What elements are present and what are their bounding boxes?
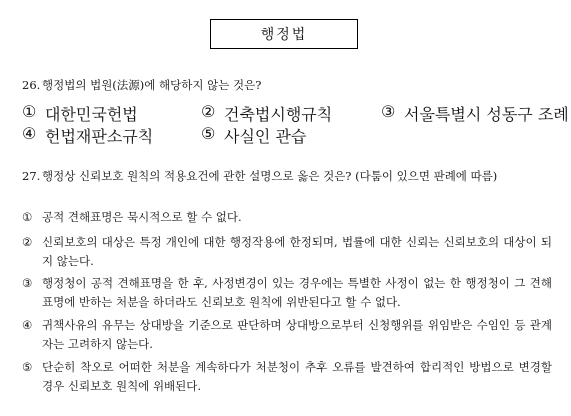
option-27-3[interactable] <box>22 274 552 312</box>
option-27-1[interactable] <box>22 208 552 227</box>
option-text: 공적 견해표명은 묵시적으로 할 수 없다. <box>42 210 242 224</box>
question-27 <box>22 168 552 185</box>
option-text: 건축법시행규칙 <box>224 105 333 124</box>
option-27-2[interactable] <box>22 233 552 271</box>
option-mark: ⑤ <box>22 360 33 374</box>
option-text: 귀책사유의 유무는 상대방을 기준으로 판단하며 상대방으로부터 신청행위를 위임받은 수임인 등 관계자는 고려하지 않는다. <box>42 318 552 351</box>
option-26-3[interactable] <box>381 102 569 125</box>
question-text: 행정상 신뢰보호 원칙의 적용요건에 관한 설명으로 옳은 것은? (다툼이 있으면 판례에 따름) <box>42 169 498 183</box>
question-text: 행정법의 법원(法源)에 해당하지 않는 것은? <box>42 78 262 92</box>
option-text: 헌법재판소규칙 <box>45 127 154 146</box>
option-26-2[interactable] <box>201 102 332 125</box>
option-mark: ③ <box>22 276 33 290</box>
section-title: 행정법 <box>210 19 358 49</box>
question-number: 27. <box>22 169 41 183</box>
option-26-4[interactable] <box>22 124 153 147</box>
option-mark: ① <box>22 102 37 121</box>
option-mark: ③ <box>381 102 396 121</box>
option-text: 사실인 관습 <box>224 127 307 146</box>
option-text: 서울특별시 성동구 조례 <box>404 105 569 124</box>
question-26 <box>22 77 552 94</box>
option-text: 행정청이 공적 견해표명을 한 후, 사정변경이 있는 경우에는 특별한 사정이 없는 한 행정청이 그 견해표명에 반하는 처분을 하더라도 신뢰보호 원칙에 위반된다고 할 수 없다. <box>42 276 552 309</box>
question-number: 26. <box>22 78 41 92</box>
option-text: 대한민국헌법 <box>45 105 138 124</box>
option-mark: ⑤ <box>201 124 216 143</box>
option-26-5[interactable] <box>201 124 306 147</box>
option-mark: ④ <box>22 124 37 143</box>
option-26-1[interactable] <box>22 102 138 125</box>
option-text: 신뢰보호의 대상은 특정 개인에 대한 행정작용에 한정되며, 법률에 대한 신뢰는 신뢰보호의 대상이 되지 않는다. <box>42 235 552 268</box>
option-27-4[interactable] <box>22 316 552 354</box>
option-mark: ④ <box>22 318 33 332</box>
option-text: 단순히 착오로 어떠한 처분을 계속하다가 처분청이 추후 오류를 발견하여 합리적인 방법으로 변경할 경우 신뢰보호 원칙에 위배된다. <box>42 360 552 393</box>
option-mark: ② <box>201 102 216 121</box>
option-27-5[interactable] <box>22 358 552 396</box>
option-mark: ① <box>22 210 33 224</box>
option-mark: ② <box>22 235 33 249</box>
